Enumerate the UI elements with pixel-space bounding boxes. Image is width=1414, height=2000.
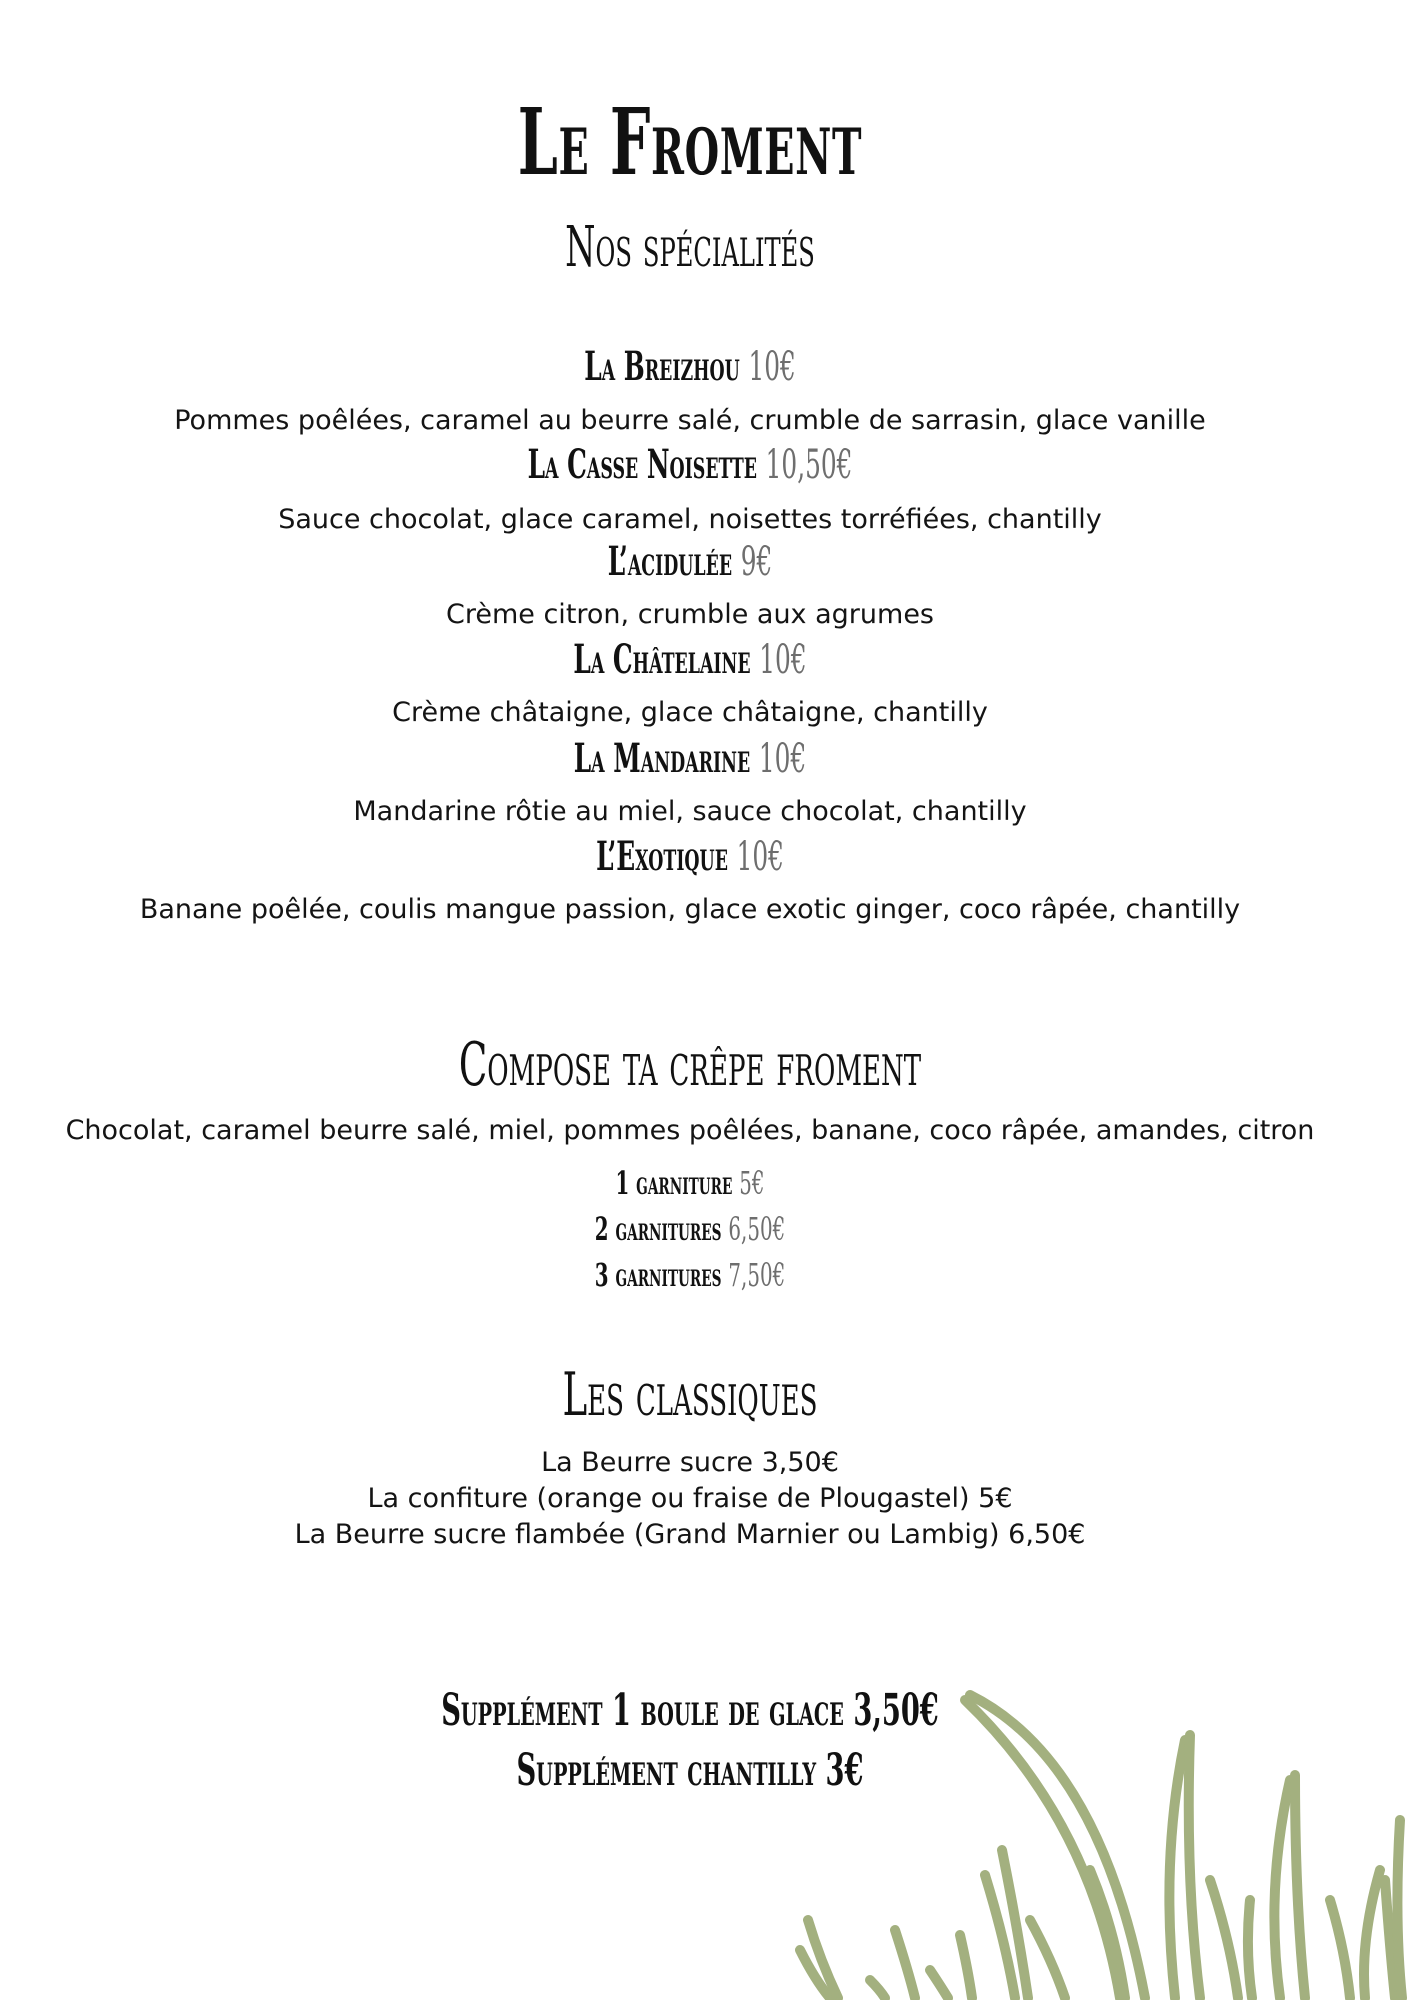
option-price: 5€ — [739, 1164, 765, 1202]
menu-item-name: L’acidulée 9€ — [607, 538, 773, 585]
classic-item: La Beurre sucre 3,50€ — [541, 1447, 839, 1478]
menu-item-description: Crème châtaigne, glace châtaigne, chantilly — [392, 697, 988, 728]
supplement-line: Supplément 1 boule de glace 3,50€ — [441, 1685, 939, 1736]
menu-item-name: L’Exotique 10€ — [596, 833, 784, 880]
menu-item-price: 9€ — [740, 539, 773, 585]
compose-heading: Compose ta crêpe froment — [458, 1030, 922, 1100]
menu-item-description: Pommes poêlées, caramel au beurre salé, crumble de sarrasin, glace vanille — [174, 405, 1206, 436]
menu-item-name: La Breizhou 10€ — [584, 343, 796, 390]
toppings-list: Chocolat, caramel beurre salé, miel, pommes poêlées, banane, coco râpée, amandes, citron — [65, 1115, 1315, 1146]
grass-blade — [930, 1970, 948, 1998]
menu-item-price: 10€ — [758, 736, 807, 782]
classic-item: La confiture (orange ou fraise de Plougastel) 5€ — [367, 1483, 1013, 1514]
grass-blade — [1364, 1870, 1380, 1998]
menu-item-description: Banane poêlée, coulis mangue passion, glace exotic ginger, coco râpée, chantilly — [139, 894, 1241, 925]
menu-item-price: 10€ — [748, 344, 796, 390]
menu-item-name: La Mandarine 10€ — [573, 735, 807, 782]
menu-item-price: 10€ — [759, 637, 807, 683]
supplement-line: Supplément chantilly 3€ — [516, 1745, 864, 1796]
grass-blade — [1189, 1735, 1200, 1998]
grass-blade — [1295, 1775, 1305, 1998]
option-price: 7,50€ — [728, 1256, 786, 1294]
topping-option: 1 garniture 5€ — [615, 1164, 765, 1202]
grass-blade — [1397, 1820, 1402, 1998]
classic-item: La Beurre sucre flambée (Grand Marnier ou Lambig) 6,50€ — [294, 1519, 1086, 1550]
menu-item-description: Mandarine rôtie au miel, sauce chocolat, chantilly — [353, 796, 1027, 827]
menu-item-price: 10€ — [736, 834, 784, 880]
menu-item-price: 10,50€ — [765, 442, 853, 488]
option-price: 6,50€ — [728, 1210, 786, 1248]
menu-item-name: La Casse Noisette 10,50€ — [527, 441, 853, 488]
grass-blade — [1274, 1780, 1290, 1998]
grass-blade — [1210, 1880, 1238, 1998]
grass-blade — [895, 1930, 915, 1998]
grass-blade — [1330, 1900, 1350, 1998]
grass-illustration — [790, 1680, 1414, 2000]
topping-option: 3 garnitures 7,50€ — [594, 1256, 786, 1294]
menu-item-name: La Châtelaine 10€ — [573, 636, 807, 683]
grass-blade — [1030, 1920, 1065, 1998]
grass-blade — [960, 1935, 972, 1998]
menu-item-description: Sauce chocolat, glace caramel, noisettes torréfiées, chantilly — [278, 504, 1102, 535]
topping-option: 2 garnitures 6,50€ — [594, 1210, 786, 1248]
restaurant-title: Le Froment — [517, 88, 863, 196]
menu-item-description: Crème citron, crumble aux agrumes — [446, 599, 934, 630]
classics-heading: Les classiques — [562, 1360, 818, 1430]
grass-blade — [1248, 1900, 1252, 1998]
grass-blade — [870, 1980, 885, 1998]
grass-blade — [1169, 1740, 1185, 1998]
specialties-heading: Nos spécialités — [565, 215, 815, 280]
